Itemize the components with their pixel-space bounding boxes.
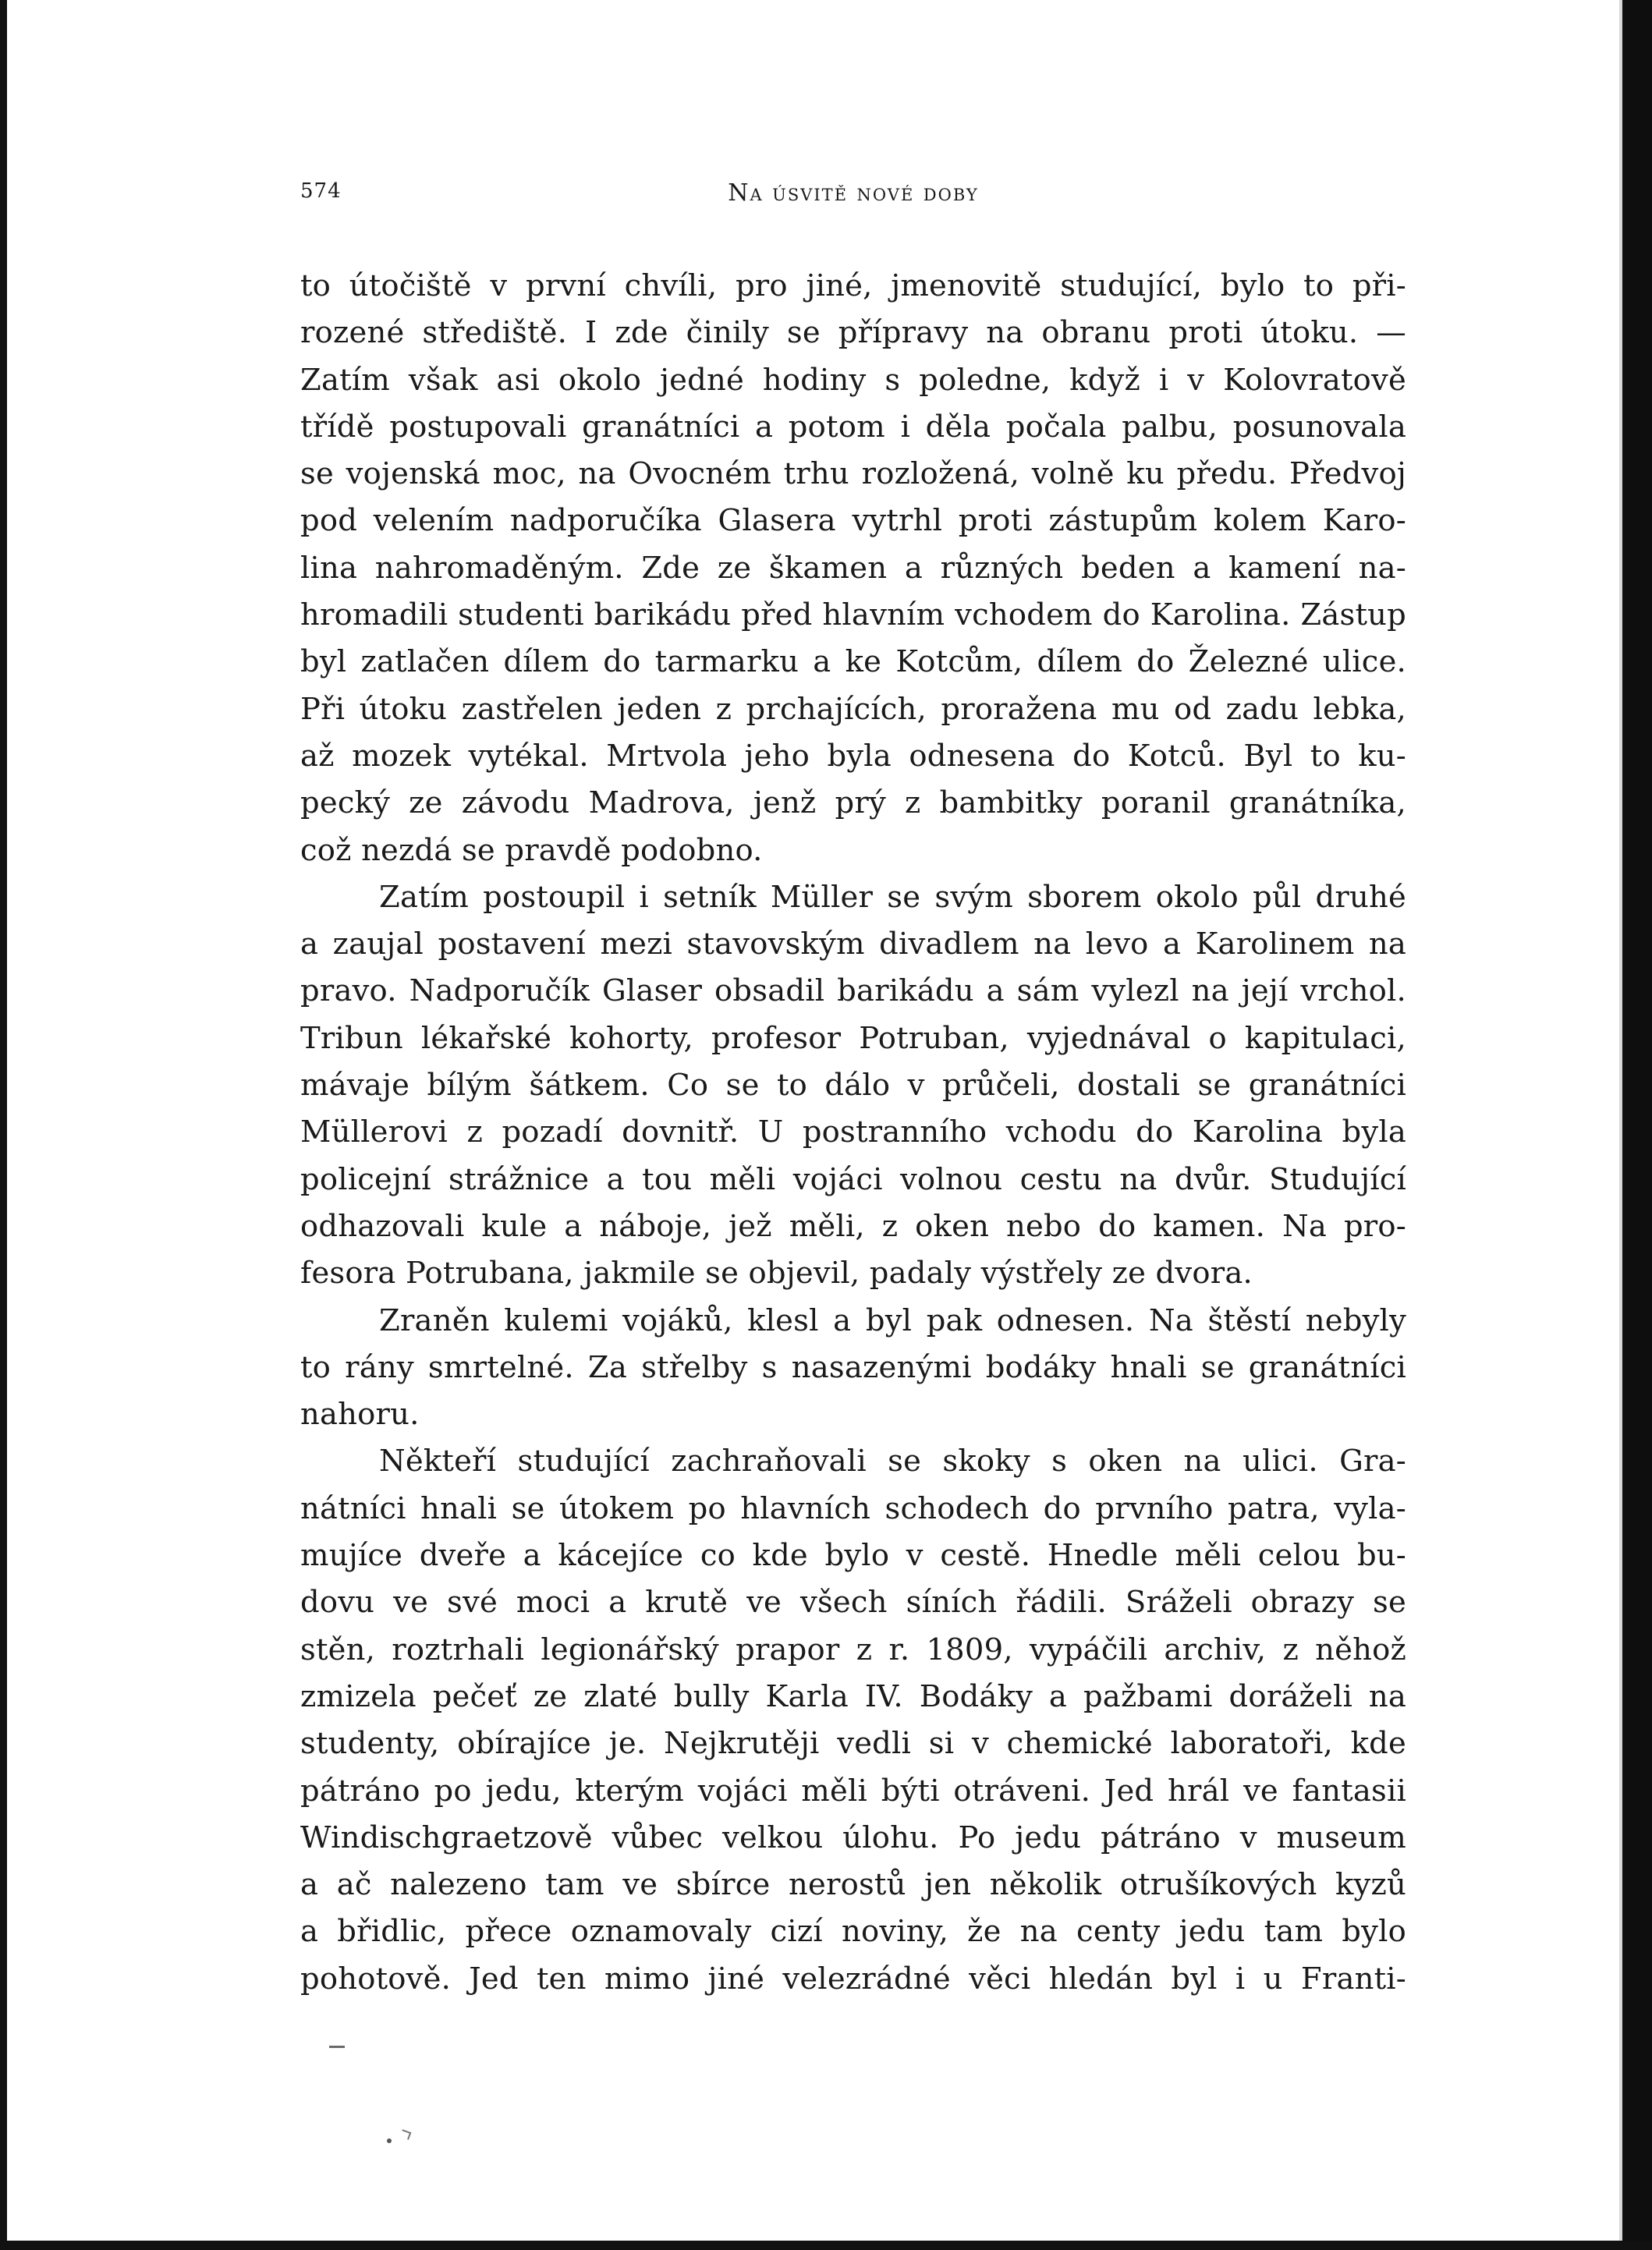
text-line: až mozek vytékal. Mrtvola jeho byla odnesena do Kotců. Byl to ku- — [300, 738, 1406, 774]
text-line: nahoru. — [300, 1397, 420, 1433]
text-line: což nezdá se pravdě podobno. — [300, 832, 763, 868]
scan-border-bottom — [0, 2241, 1652, 2250]
text-line: lina nahromaděným. Zde ze škamen a různých beden a kamení na- — [300, 550, 1406, 586]
text-line: policejní strážnice a tou měli vojáci volnou cestu na dvůr. Studující — [300, 1161, 1406, 1197]
page-number: 574 — [300, 179, 342, 203]
text-line: pravo. Nadporučík Glaser obsadil barikádu a sám vylezl na její vrchol. — [300, 973, 1406, 1009]
text-line: se vojenská moc, na Ovocném trhu rozložená, volně ku předu. Předvoj — [300, 456, 1406, 492]
text-line: pátráno po jedu, kterým vojáci měli býti otráveni. Jed hrál ve fantasii — [300, 1773, 1406, 1809]
scan-speck — [329, 2046, 345, 2048]
text-line-paragraph-start: Zraněn kulemi vojáků, klesl a byl pak odnesen. Na štěstí nebyly — [379, 1302, 1406, 1338]
text-line: pod velením nadporučíka Glasera vytrhl proti zástupům kolem Karo- — [300, 503, 1406, 539]
running-title-text: Na úsvitě nové doby — [728, 179, 979, 207]
page-header — [300, 179, 1406, 214]
text-line: Zatím však asi okolo jedné hodiny s poledne, když i v Kolovratově — [300, 362, 1406, 398]
text-line: Tribun lékařské kohorty, profesor Potruban, vyjednával o kapitulaci, — [300, 1020, 1406, 1056]
text-line: pecký ze závodu Madrova, jenž prý z bambitky poranil granátníka, — [300, 785, 1406, 821]
text-line-paragraph-start: Někteří studující zachraňovali se skoky s oken na ulici. Gra- — [379, 1444, 1406, 1479]
text-line: Windischgraetzově vůbec velkou úlohu. Po jedu pátráno v museum — [300, 1819, 1406, 1855]
text-line: pohotově. Jed ten mimo jiné velezrádné věci hledán byl i u Franti- — [300, 1961, 1406, 1997]
running-title — [300, 179, 1406, 207]
text-line: rozené střediště. I zde činily se přípravy na obranu proti útoku. — — [300, 315, 1406, 351]
text-line: mujíce dveře a kácejíce co kde bylo v cestě. Hnedle měli celou bu- — [300, 1538, 1406, 1574]
text-line: a ač nalezeno tam ve sbírce nerostů jen několik otrušíkových kyzů — [300, 1867, 1406, 1903]
scan-speck — [400, 2129, 412, 2140]
text-line: odhazovali kule a náboje, jež měli, z oken nebo do kamen. Na pro- — [300, 1208, 1406, 1244]
scan-speck — [387, 2138, 392, 2143]
text-line: byl zatlačen dílem do tarmarku a ke Kotcům, dílem do Železné ulice. — [300, 644, 1406, 680]
text-line: stěn, roztrhali legionářský prapor z r. 1809, vypáčili archiv, z něhož — [300, 1632, 1406, 1667]
scan-border-right — [1622, 0, 1652, 2250]
text-line: fesora Potrubana, jakmile se objevil, padaly výstřely ze dvora. — [300, 1256, 1253, 1292]
text-line: zmizela pečeť ze zlaté bully Karla IV. Bodáky a pažbami doráželi na — [300, 1678, 1406, 1714]
scan-border-left — [0, 0, 7, 2250]
text-line: a břidlic, přece oznamovaly cizí noviny, že na centy jedu tam bylo — [300, 1914, 1406, 1950]
text-line: Müllerovi z pozadí dovnitř. U postranního vchodu do Karolina byla — [300, 1114, 1406, 1150]
text-line: dovu ve své moci a krutě ve všech síních řádili. Sráželi obrazy se — [300, 1585, 1406, 1621]
text-line: studenty, obírajíce je. Nejkrutěji vedli si v chemické laboratoři, kde — [300, 1726, 1406, 1762]
text-line-paragraph-start: Zatím postoupil i setník Müller se svým sborem okolo půl druhé — [379, 879, 1406, 915]
text-line: to útočiště v první chvíli, pro jiné, jmenovitě studující, bylo to při- — [300, 268, 1406, 303]
text-line: a zaujal postavení mezi stavovským divadlem na levo a Karolinem na — [300, 927, 1406, 962]
text-line: Při útoku zastřelen jeden z prchajících, proražena mu od zadu lebka, — [300, 691, 1406, 727]
text-line: to rány smrtelné. Za střelby s nasazenými bodáky hnali se granátníci — [300, 1349, 1406, 1385]
text-line: hromadili studenti barikádu před hlavním vchodem do Karolina. Zástup — [300, 597, 1406, 633]
text-line: mávaje bílým šátkem. Co se to dálo v průčeli, dostali se granátníci — [300, 1068, 1406, 1104]
text-line: třídě postupovali granátníci a potom i děla počala palbu, posunovala — [300, 409, 1406, 445]
body-text — [300, 263, 1406, 2003]
text-line: nátníci hnali se útokem po hlavních schodech do prvního patra, vyla- — [300, 1490, 1406, 1526]
